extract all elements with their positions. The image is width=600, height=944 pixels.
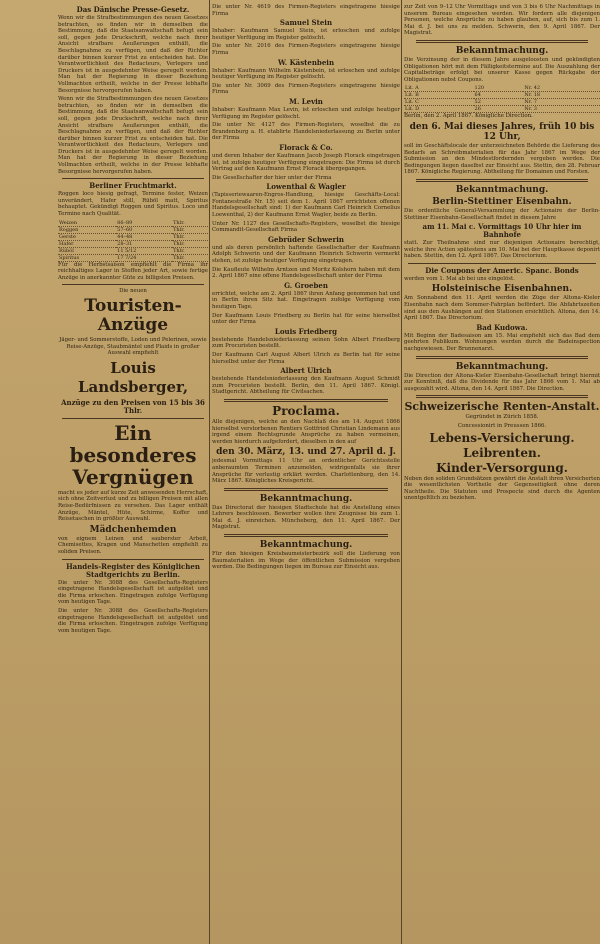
table-cell: Lit. A <box>404 85 474 92</box>
table-cell: Thlr. <box>172 240 208 247</box>
table-cell: 64 <box>474 92 524 99</box>
register-entry: bestehende Handelsniederlassung seinen Sohn Albert Friedberg zum Procuristen bestellt. <box>212 336 400 350</box>
ad-line: Kinder-Versorgung. <box>436 460 568 475</box>
table-row <box>404 92 600 99</box>
article-body: Wenn wir die Strafbestimmungen des neuen Gesetzes betrachten, so finden wir in demselben die Bestimmung, daß die Staatsanwaltschaft befugt sein soll, gegen jede Druckschrift, welche nach ihrer Ansicht strafbare Aeußerungen enthält, die Beschlagnahme zu verfügen, und daß der Richter darüber binnen kurzer Frist zu entscheiden hat. Die Verantwortlichkeit des Redacteurs, Verlegers und Druckers ist in ausgedehnter Weise geregelt worden. Man hat der Regierung in dieser Beziehung Vollmachten ertheilt, welche in der Presse lebhafte Besorgnisse hervorgerufen haben. <box>58 96 208 175</box>
notice-body: werden vom 1. Mai ab bei uns eingelöst. <box>404 275 515 282</box>
column-rule <box>401 0 402 944</box>
table-cell: 28–31 <box>116 240 172 247</box>
ad-preline: Die neuen <box>119 288 147 295</box>
column-rule <box>209 0 210 944</box>
register-entry: Unter Nr. 1127 des Gesellschafts-Registers, woselbst die hiesige Commandit-Gesellschaft Firma <box>212 220 400 234</box>
notice-body: Alle diejenigen, welche an den Nachlaß des am 14. August 1866 hierselbst verstorbenen Rentiers Gottfried Christian Lindemann aus irgend einem Rechtsgrunde Ansprüche zu haben vermeinen, werden hierdurch aufgefordert, dieselben in den auf <box>212 418 400 445</box>
table-cell: Lit. B <box>404 92 474 99</box>
divider <box>416 179 588 182</box>
divider <box>408 263 596 264</box>
table-cell: Thlr. <box>172 233 208 240</box>
table-cell: Lit. C <box>404 99 474 106</box>
register-entry: Die Kaufleute Wilhelm Arntzen und Moritz Kolshorn haben mit dem 2. April 1867 eine offene Handelsgesellschaft unter der Firma <box>212 266 400 280</box>
divider <box>416 356 588 359</box>
divider <box>62 178 204 179</box>
ad-body: macht es jeder auf kurze Zeit anwesenden Herrschaft, sich ohne Zeitverlust und zu billigen Preisen mit allen Reise-Bedürfnissen zu versehen. Das Lager enthält Anzüge, Mäntel, Hüte, Schirme, Koffer und Reisetaschen in größter Auswahl. <box>58 489 208 523</box>
register-entry: Inhaber: Kaufmann Max Levin, ist erloschen und zufolge heutiger Verfügung im Register gelöscht. <box>212 106 400 120</box>
register-entry: Die unter Nr. 4127 des Firmen-Registers, woselbst die zu Brandenburg a. H. etablirte Handelsniederlassung zu Berlin unter der Firma <box>212 122 400 142</box>
table-cell: Thlr. <box>172 247 208 254</box>
firm-name: M. Levin <box>289 96 323 106</box>
table-row <box>404 106 600 113</box>
table-row <box>58 254 208 261</box>
article-body: Für die Herbstsaison empfiehlt die Firma ihr reichhaltiges Lager in Stoffen jeder Art, sowie fertige Anzüge in anerkannter Güte zu billigsten Preisen. <box>58 261 208 281</box>
article-body: Wenn wir die Strafbestimmungen des neuen Gesetzes betrachten, so finden wir in demselben die Bestimmung, daß die Staatsanwaltschaft befugt sein soll, gegen jede Druckschrift, welche nach ihrer Ansicht strafbare Aeußerungen enthält, die Beschlagnahme zu verfügen, und daß der Richter darüber binnen kurzer Frist zu entscheiden hat. Die Verantwortlichkeit des Redacteurs, Verlegers und Druckers ist in ausgedehnter Weise geregelt worden. Man hat der Regierung in dieser Beziehung Vollmachten ertheilt, welche in der Presse lebhafte Besorgnisse hervorgerufen haben. <box>58 15 208 94</box>
ad-subline: Concessionirt in Preussen 1866. <box>457 423 547 429</box>
register-entry: Die unter Nr. 3069 des Firmen-Registers eingetragene hiesige Firma <box>212 82 400 96</box>
table-cell: Nr. 7 <box>523 99 600 106</box>
table-cell: Thlr. <box>172 226 208 233</box>
ad-body: Jäger- und Sommerstoffe, Loden und Pelerinen, sowie Reise-Anzüge, Staubmäntel und Plaids in großer Auswahl empfiehlt <box>59 337 207 357</box>
notice-body: soll im Geschäftslocale der unterzeichneten Behörde die Lieferung des Bedarfs an Schreibmaterialien für das Jahr 1867 im Wege der Submission an den Mindestfordernden vergeben werden. Die Bedingungen liegen daselbst zur Einsicht aus. Stettin, den 28. Februar 1867. Königliche Regierung. Abtheilung für Domainen und Forsten. <box>404 142 600 176</box>
table-cell: 26 <box>474 106 524 113</box>
ad-body: von eignem Leinen und sauberster Arbeit, Chemisettes, Kragen und Manschetten empfiehlt zu soliden Preisen. <box>58 535 208 555</box>
table-cell: Weizen <box>58 220 116 227</box>
notice-title: Bad Kudowa. <box>476 322 528 332</box>
column-middle <box>212 4 400 940</box>
ad-subline: Gegründet in Zürich 1858. <box>465 414 539 421</box>
table-cell: Roggen <box>58 226 116 233</box>
notice-title: Bekanntmachung. <box>455 45 549 56</box>
notice-dates: den 30. März, 13. und 27. April d. J. <box>216 447 396 458</box>
notice-title: Bekanntmachung. <box>455 361 549 372</box>
table-cell: 44–48 <box>116 233 172 240</box>
table-cell: Lit. D <box>404 106 474 113</box>
ad-headline: Touristen-Anzüge <box>84 296 182 335</box>
notice-title: Proclama. <box>272 403 340 418</box>
section-title: Handels-Register des Königlichen Stadtgerichts zu Berlin. <box>66 561 200 579</box>
column-left <box>58 4 208 940</box>
register-entry: (Tapisseriewaaren-Engros-Handlung, hiesige Geschäfts-Local: Fontanestraße Nr. 15) seit dem 1. April 1867 errichteten offenen Handelsgesellschaft sind: 1) der Kaufmann Carl Heinrich Cornelius Loewenthal, 2) der Kaufmann Ernst Wagler, beide zu Berlin. <box>212 192 400 219</box>
notice-date-line: am 11. Mai c. Vormittags 10 Uhr hier im Bahnhofe <box>422 222 582 240</box>
register-entry: und deren Inhaber der Kaufmann Jacob Joseph Florack eingetragen ist, ist zufolge heutiger Verfügung eingetragen: Die Firma ist durch Vertrag auf den Kaufmann Ernst Florack übergegangen. <box>212 152 400 173</box>
divider <box>62 418 204 419</box>
register-entry: Der Kaufmann Louis Friedberg zu Berlin hat für seine hierselbst unter der Firma <box>212 312 400 326</box>
notice-body: Die Direction der Altona-Kieler Eisenbahn-Gesellschaft bringt hiermit zur Kenntniß, daß die Dividende für das Jahr 1866 vom 1. Mai ab ausgezahlt wird. Altona, den 14. April 1867. Die Direction. <box>404 372 600 392</box>
table-row <box>58 247 208 254</box>
market-table <box>58 220 208 262</box>
table-row <box>58 226 208 233</box>
notice-body: zur Zeit von 9–12 Uhr Vormittags und von 3 bis 6 Uhr Nachmittags in unserem Bureau eingesehen werden. Wir fordern alle diejenigen Personen, welche Ansprüche zu haben glauben, auf, sich bis zum 1. Mai d. J. bei uns zu melden. Schwerin, den 9. April 1867. Der Magistrat. <box>404 4 600 37</box>
divider <box>62 284 204 285</box>
article-title: Berliner Fruchtmarkt. <box>89 181 177 191</box>
register-entry: Die unter Nr. 3088 des Gesellschafts-Registers eingetragene Handelsgesellschaft ist aufgelöst und die Firma erloschen. Eingetragen zufolge Verfügung vom heutigen Tage. <box>58 607 208 634</box>
notice-body: Berlin, den 2. April 1867. Königliche Direction. <box>404 113 533 120</box>
ad-line: Lebens-Versicherung. <box>429 430 575 445</box>
divider <box>416 40 588 43</box>
divider <box>62 559 204 560</box>
register-entry: Die unter Nr. 4619 des Firmen-Registers eingetragene hiesige Firma <box>212 4 400 17</box>
register-entry: Der Kaufmann Carl August Albert Ulrich zu Berlin hat für seine hierselbst unter der Firma <box>212 351 400 365</box>
table-cell: 52 <box>474 99 524 106</box>
table-cell: Nr. 42 <box>523 85 600 92</box>
register-entry: Die unter Nr. 2016 des Firmen-Registers eingetragene hiesige Firma <box>212 43 400 56</box>
notice-body: statt. Zur Theilnahme sind nur diejenigen Actionaire berechtigt, welche ihre Actien spätestens am 10. Mai bei der Hauptkasse deponirt haben. Stettin, den 12. April 1867. Das Directorium. <box>404 240 600 260</box>
divider <box>416 395 588 398</box>
table-cell: Thlr. <box>172 254 208 261</box>
firm-name: Samuel Stein <box>279 18 333 28</box>
table-row <box>404 99 600 106</box>
table-cell: Spiritus <box>58 254 116 261</box>
notice-body: Die Verzinsung der in diesem Jahre ausgeloosten und gekündigten Obligationen hört mit dem Fälligkeitstermine auf. Die Auszahlung der Capitalbeträge erfolgt bei unserer Kasse gegen Rückgabe der Obligationen nebst Coupons. <box>404 56 600 83</box>
firm-name: Gebrüder Schwerin <box>268 234 344 244</box>
notice-date-headline: den 6. Mai dieses Jahres, früh 10 bis 12 Uhr, <box>409 121 595 142</box>
table-cell: 120 <box>474 85 524 92</box>
ad-body: Neben den soliden Grundsätzen gewährt die Anstalt ihren Versicherten die wesentlichsten Vortheile der Gegenseitigkeit ohne deren Nachtheile. Die Statuten und Prospecte sind durch die Agenten unentgeltlich zu beziehen. <box>404 475 600 502</box>
table-cell: 11 5/12 <box>116 247 172 254</box>
railway-name: Berlin-Stettiner Eisenbahn. <box>432 196 572 207</box>
register-entry: Die unter Nr. 3088 des Gesellschafts-Registers eingetragene Handelsgesellschaft ist aufgelöst und die Firma erloschen. Eingetragen zufolge Verfügung vom heutigen Tage. <box>58 579 208 606</box>
table-cell: 57–60 <box>116 226 172 233</box>
table-cell: Rüböl <box>58 247 116 254</box>
table-cell: Thlr. <box>172 220 208 227</box>
ad-headline: Ein besonderes Vergnügen <box>69 420 197 489</box>
notice-title: Bekanntmachung. <box>259 493 353 504</box>
ad-price-line: Anzüge zu den Preisen von 15 bis 36 Thlr. <box>61 397 205 415</box>
divider <box>224 488 388 491</box>
notice-body: Das Directorat der hiesigen Stadtschule hat die Anstellung eines Lehrers beschlossen. Bewerber wollen ihre Zeugnisse bis zum 1. Mai d. J. einreichen. Müncheberg, den 11. April 1867. Der Magistrat. <box>212 504 400 531</box>
notice-title: Bekanntmachung. <box>259 540 353 551</box>
register-entry: Inhaber: Kaufmann Wilhelm Kästenbein, ist erloschen und zufolge heutiger Verfügung im Register gelöscht. <box>212 67 400 81</box>
table-row <box>58 233 208 240</box>
register-entry: Inhaber: Kaufmann Samuel Stein, ist erloschen und zufolge heutiger Verfügung im Register gelöscht. <box>212 28 400 41</box>
ad-headline: Schweizerische Renten-Anstalt. <box>404 400 600 414</box>
firm-name: Louis Friedberg <box>274 326 338 336</box>
register-entry: errichtet, welche am 2. April 1867 ihren Anfang genommen hat und in Berlin ihren Sitz hat. Eingetragen zufolge Verfügung vom heutigen Tage. <box>212 290 400 310</box>
table-cell: Gerste <box>58 233 116 240</box>
divider <box>224 399 388 402</box>
notice-body: Mit Beginn der Badesaison am 15. Mai empfiehlt sich das Bad dem geehrten Publikum. Wohnungen werden durch die Badeinspection nachgewiesen. Der Brunnenarzt. <box>404 332 600 353</box>
table-cell: Nr. 18 <box>523 92 600 99</box>
notice-body: Die ordentliche General-Versammlung der Actionaire der Berlin-Stettiner Eisenbahn-Gesellschaft findet in diesem Jahre <box>404 207 600 221</box>
ad-subheadline: Mädchenhemden <box>89 524 177 535</box>
firm-name: W. Kästenbein <box>277 57 335 67</box>
firm-name: Lowenthal & Wagler <box>266 182 346 192</box>
ad-line: Leibrenten. <box>463 445 541 460</box>
table-row <box>58 240 208 247</box>
table-cell: 86–89 <box>116 220 172 227</box>
notice-body: jedesmal Vormittags 11 Uhr an ordentlicher Gerichtsstelle anberaumten Terminen anzumelden, widrigenfalls sie ihrer Ansprüche für verlustig erklärt werden. Charlottenburg, den 14. März 1867. Königliches Kreisgericht. <box>212 458 400 485</box>
table-cell: 17 7/24 <box>116 254 172 261</box>
table-cell: Nr. 3 <box>523 106 600 113</box>
firm-name: Albert Ulrich <box>280 366 332 376</box>
article-title: Das Dänische Presse-Gesetz. <box>76 5 190 14</box>
firm-name: Florack & Co. <box>279 142 333 152</box>
register-entry: Die Gesellschafter der hier unter der Firma <box>212 174 332 181</box>
firm-name: G. Groeben <box>284 280 328 290</box>
table-cell: Hafer <box>58 240 116 247</box>
register-entry: bestehende Handelsniederlassung den Kaufmann August Schmidt zum Procuristen bestellt. Berlin, den 11. April 1867. Königl. Stadtgericht. Abtheilung für Civilsachen. <box>212 376 400 396</box>
article-body: Roggen loco hiesig gefragt, Termine fester, Weizen unverändert, Hafer still, Rüböl matt, Spiritus behauptet. Gekündigt Roggen und Spiritus. Loco und Termine nach Qualität. <box>58 191 208 218</box>
column-right <box>404 4 600 940</box>
notice-body: Für den hiesigen Kreisbaumeisterbezirk soll die Lieferung von Baumaterialien im Wege der öffentlichen Submission vergeben werden. Die Bedingungen liegen im Bureau zur Einsicht aus. <box>212 551 400 571</box>
lottery-table <box>404 85 600 113</box>
notice-title: Die Coupons der Americ. Spanc. Bonds <box>425 265 579 275</box>
railway-name: Holsteinische Eisenbahnen. <box>431 284 573 295</box>
notice-body: Am Sonnabend den 11. April werden die Züge der Altona–Kieler Eisenbahn nach dem Sommer-Fahrplan befördert. Die Abfahrtszeiten sind aus den Aushängen auf den Stationen ersichtlich. Altona, den 14. April 1867. Das Directorium. <box>404 295 600 322</box>
register-entry: und als deren persönlich haftende Gesellschafter der Kaufmann Adolph Schwerin und der Kaufmann Heinrich Schwerin vermerkt stehen, ist zufolge heutiger Verfügung eingetragen. <box>212 244 400 265</box>
notice-title: Bekanntmachung. <box>455 184 549 195</box>
divider <box>224 534 388 537</box>
ad-firm-name: Louis Landsberger, <box>77 358 189 396</box>
